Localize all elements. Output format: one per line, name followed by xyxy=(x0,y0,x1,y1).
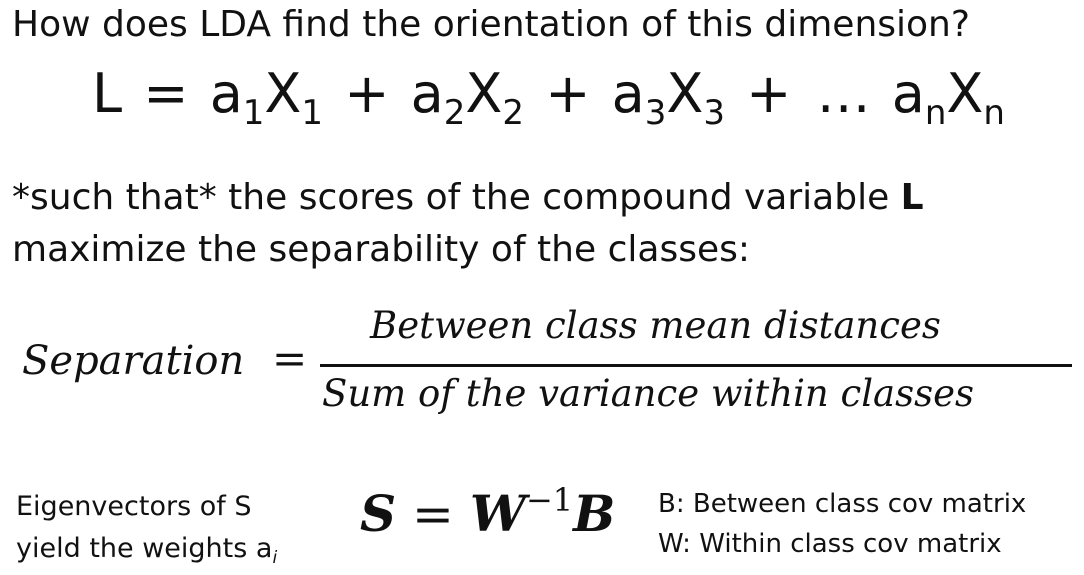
s-symbol: S xyxy=(360,484,397,543)
inverse-exponent: −1 xyxy=(525,481,574,519)
description-line-2: maximize the separability of the classes: xyxy=(12,229,750,270)
fraction-bar xyxy=(320,364,1072,367)
fraction-denominator: Sum of the variance within classes xyxy=(322,372,974,415)
separation-equals-sign: = xyxy=(272,334,308,383)
slide-title: How does LDA find the orientation of this dimension? xyxy=(12,4,970,45)
equals-sign: = xyxy=(143,62,189,125)
equation-lhs: L xyxy=(92,62,123,125)
term-2: $a_2X_2$ xyxy=(410,62,525,133)
ellipsis: … xyxy=(816,62,871,125)
w-symbol: W xyxy=(469,484,526,543)
plus-sign: + xyxy=(545,62,591,125)
separation-label: Separation xyxy=(22,338,245,384)
s-matrix-equation xyxy=(360,481,616,543)
description-text xyxy=(12,172,924,276)
eigenvector-line-2: yield the weights $a_i$ xyxy=(16,533,278,568)
term-3: $a_3X_3$ xyxy=(611,62,725,133)
eigenvector-line-1: Eigenvectors of S xyxy=(16,491,252,522)
fraction-numerator: Between class mean distances xyxy=(370,304,941,347)
matrix-legend xyxy=(658,484,1026,564)
term-n: $a_nX_n$ xyxy=(891,62,1005,133)
linear-combination-equation xyxy=(92,62,1005,133)
description-line-1: *such that* the scores of the compound variable L xyxy=(12,177,924,218)
s-equals-sign: = xyxy=(412,485,454,543)
term-1: $a_1X_1$ xyxy=(209,62,324,133)
legend-w: W: Within class cov matrix xyxy=(658,529,1002,559)
legend-b: B: Between class cov matrix xyxy=(658,489,1027,519)
plus-sign: + xyxy=(746,62,792,125)
eigenvector-note xyxy=(16,486,277,570)
compound-variable-L: L xyxy=(900,177,924,218)
b-symbol: B xyxy=(573,484,616,543)
plus-sign: + xyxy=(344,62,390,125)
